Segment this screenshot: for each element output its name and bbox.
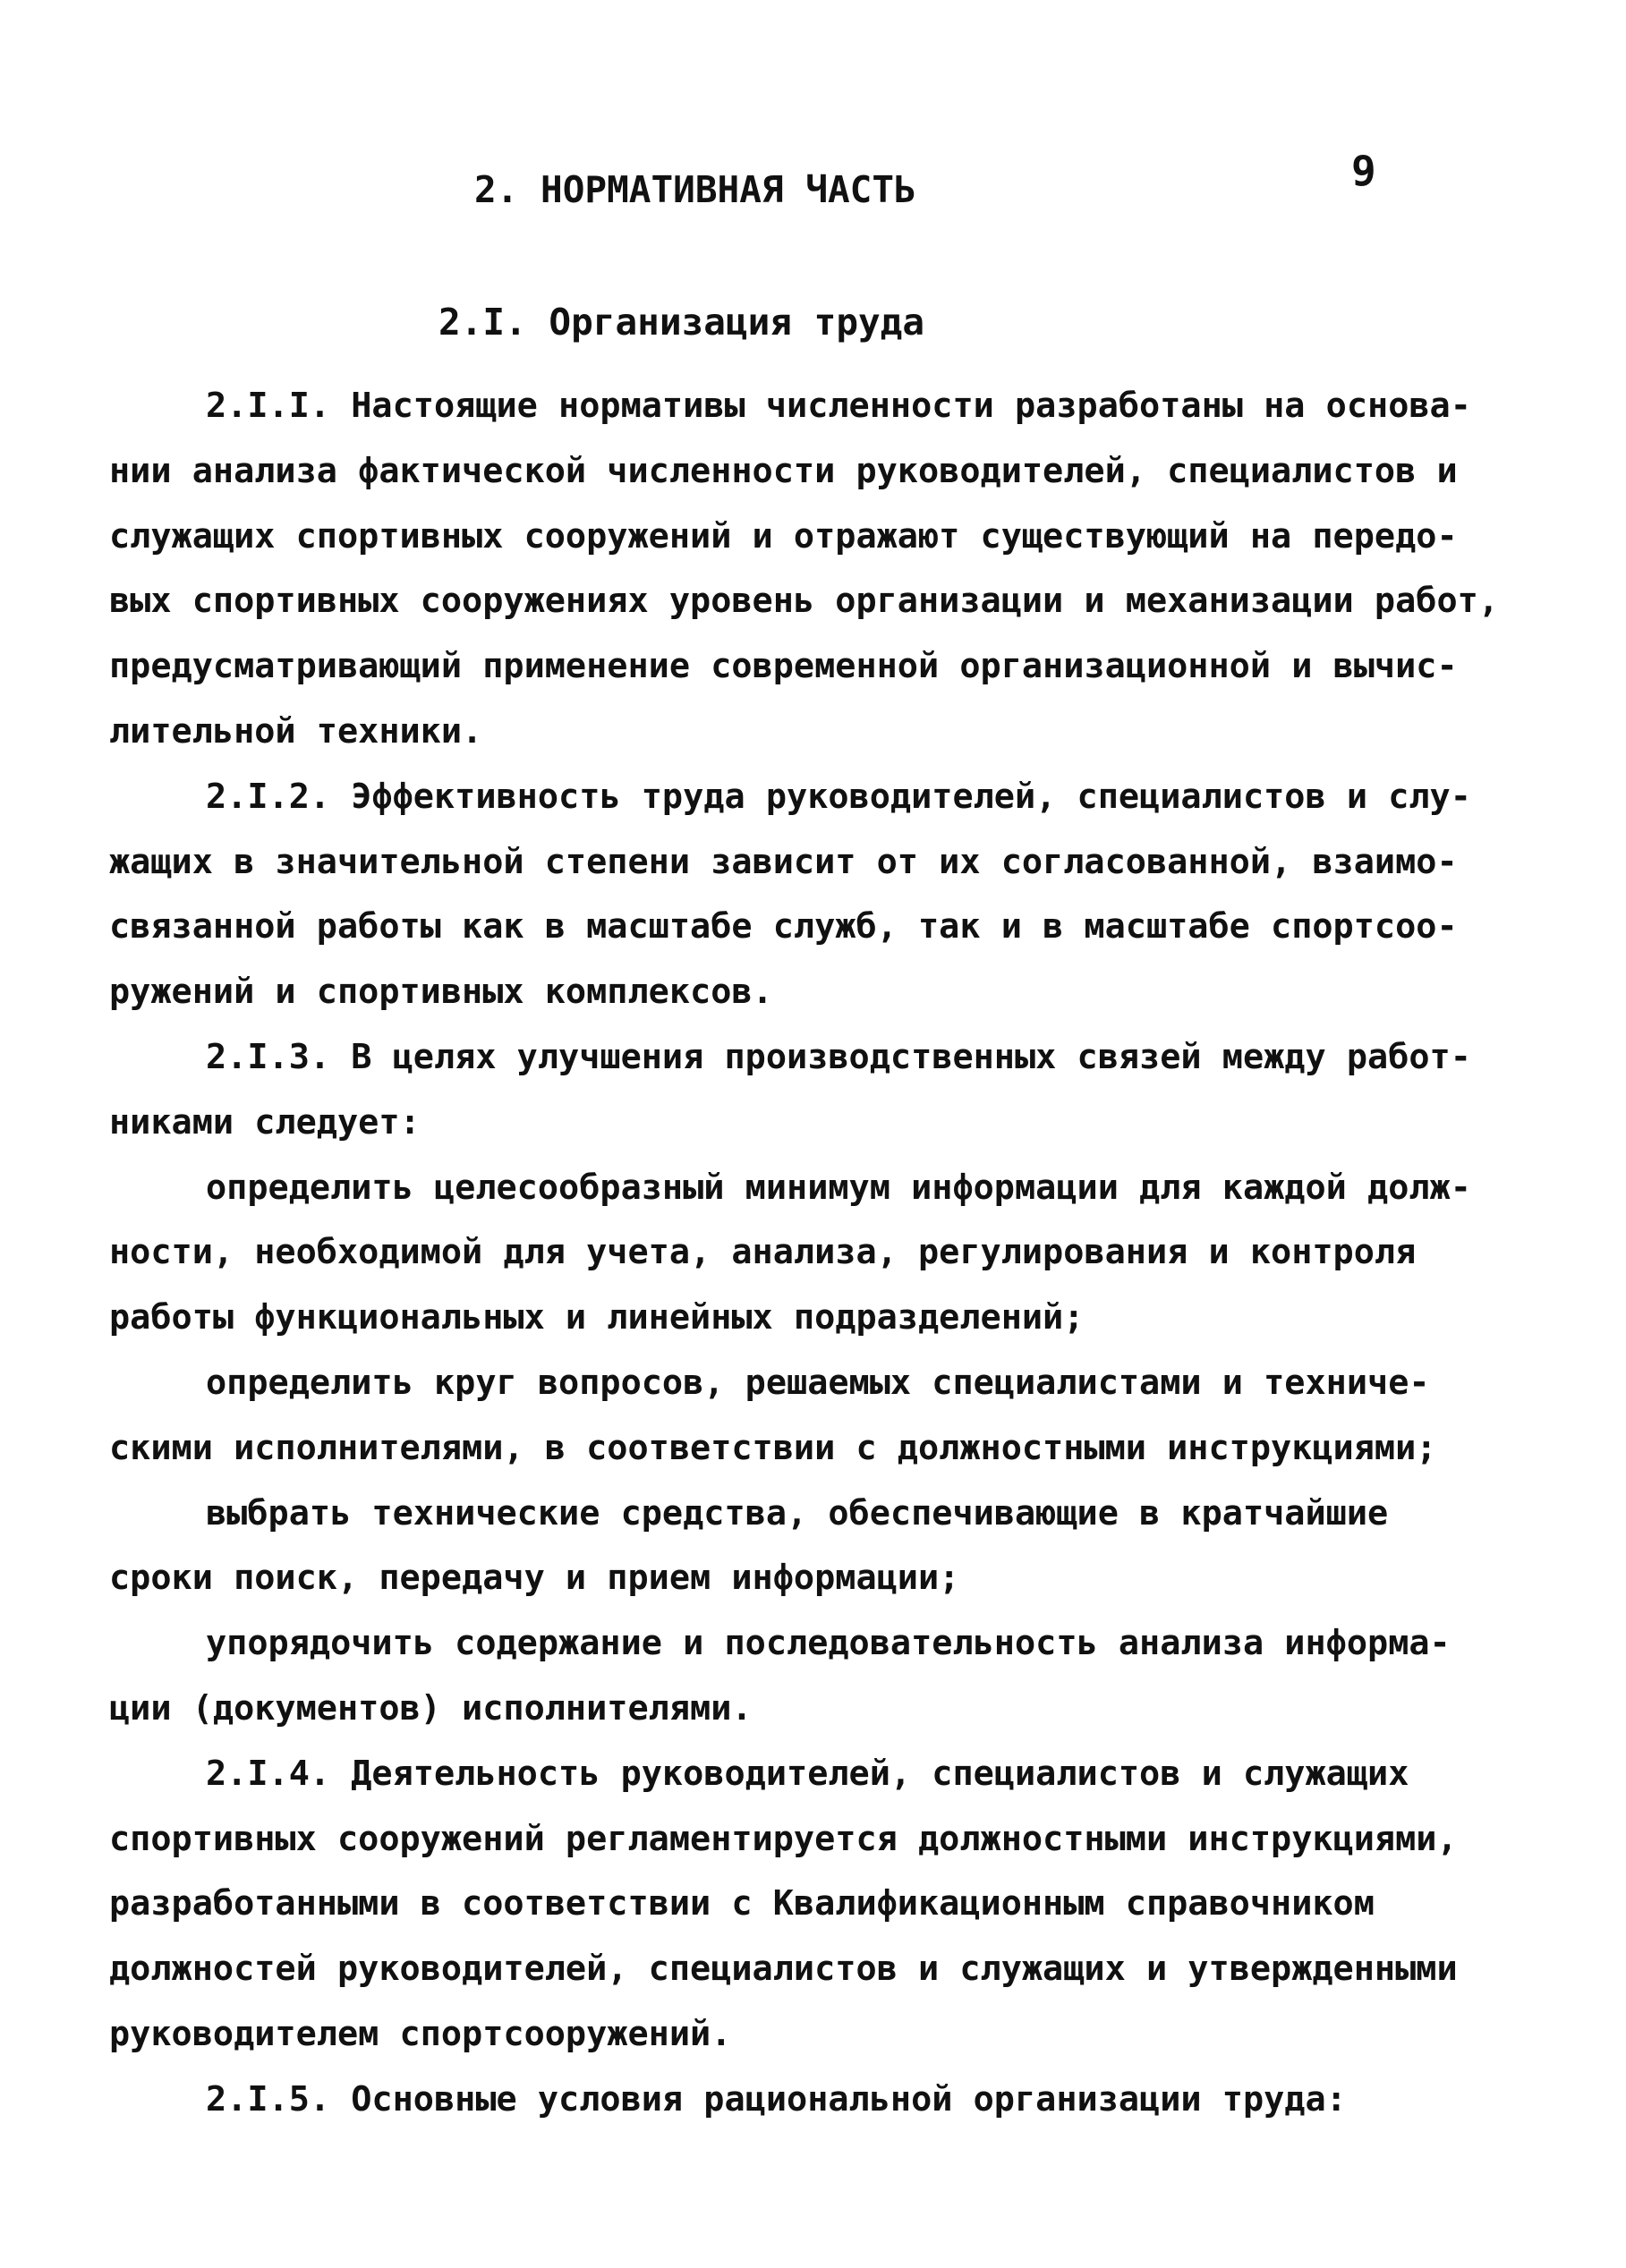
text-line: связанной работы как в масштабе служб, так и в масштабе спортсоо- xyxy=(109,906,1458,947)
text-line: ции (документов) исполнителями. xyxy=(109,1687,753,1729)
text-line: предусматривающий применение современной организационной и вычис- xyxy=(109,646,1458,687)
text-line: сроки поиск, передачу и прием информации; xyxy=(109,1558,960,1599)
text-line: выбрать технические средства, обеспечивающие в кратчайшие xyxy=(206,1492,1389,1533)
text-line: должностей руководителей, специалистов и служащих и утвержденными xyxy=(109,1949,1458,1990)
section-title: 2. НОРМАТИВНАЯ ЧАСТЬ xyxy=(474,168,916,211)
text-line: разработанными в соответствии с Квалификационным справочником xyxy=(109,1883,1375,1924)
text-line: скими исполнителями, в соответствии с должностными инструкциями; xyxy=(109,1427,1437,1468)
text-line: определить круг вопросов, решаемых специалистами и техниче- xyxy=(206,1362,1430,1403)
text-line: 2.I.5. Основные условия рациональной организации труда: xyxy=(206,2078,1347,2119)
text-line: 2.I.I. Настоящие нормативы численности разработаны на основа- xyxy=(206,386,1471,426)
text-line: упорядочить содержание и последовательность анализа информа- xyxy=(206,1623,1451,1664)
subsection-title: 2.I. Организация труда xyxy=(438,301,925,344)
text-line: 2.I.4. Деятельность руководителей, специалистов и служащих xyxy=(206,1753,1409,1794)
text-line: определить целесообразный минимум информации для каждой долж- xyxy=(206,1167,1471,1208)
text-line: спортивных сооружений регламентируется должностными инструкциями, xyxy=(109,1818,1458,1859)
text-line: 2.I.2. Эффективность труда руководителей, специалистов и слу- xyxy=(206,776,1471,817)
text-line: служащих спортивных сооружений и отражают существующий на передо- xyxy=(109,515,1458,556)
text-line: нии анализа фактической численности руководителей, специалистов и xyxy=(109,450,1458,491)
text-line: ности, необходимой для учета, анализа, регулирования и контроля xyxy=(109,1232,1417,1273)
text-line: никами следует: xyxy=(109,1101,421,1142)
text-line: вых спортивных сооружениях уровень организации и механизации работ, xyxy=(109,581,1499,622)
page-number: 9 xyxy=(1351,147,1376,195)
text-line: жащих в значительной степени зависит от их согласованной, взаимо- xyxy=(109,841,1458,882)
text-line: лительной техники. xyxy=(109,710,483,752)
text-line: работы функциональных и линейных подразделений; xyxy=(109,1297,1085,1338)
text-line: ружений и спортивных комплексов. xyxy=(109,972,773,1013)
text-line: руководителем спортсооружений. xyxy=(109,2013,732,2054)
text-line: 2.I.3. В целях улучшения производственных связей между работ- xyxy=(206,1036,1471,1077)
body-text xyxy=(109,374,1499,2133)
